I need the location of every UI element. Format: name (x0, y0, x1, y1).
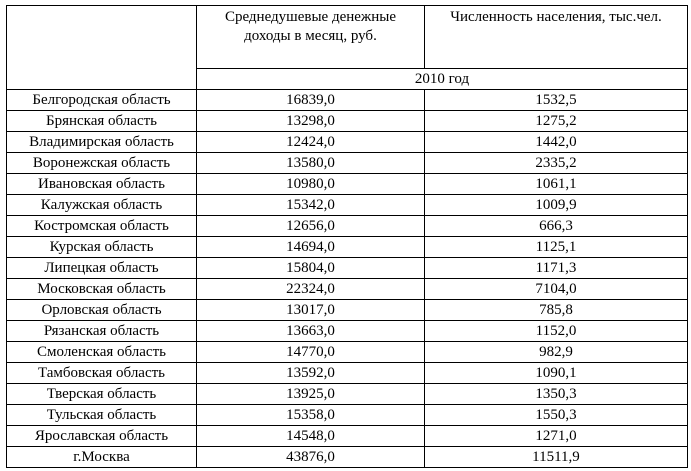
region-cell: г.Москва (7, 447, 197, 468)
region-cell: Курская область (7, 237, 197, 258)
population-cell: 1171,3 (425, 258, 688, 279)
population-cell: 785,8 (425, 300, 688, 321)
income-cell: 14694,0 (197, 237, 425, 258)
region-cell: Тульская область (7, 405, 197, 426)
income-cell: 13925,0 (197, 384, 425, 405)
table-header-row (7, 6, 688, 69)
table-row (7, 174, 688, 195)
population-cell: 1532,5 (425, 90, 688, 111)
region-cell: Костромская область (7, 216, 197, 237)
income-cell: 43876,0 (197, 447, 425, 468)
population-cell: 1442,0 (425, 132, 688, 153)
population-cell: 1125,1 (425, 237, 688, 258)
header-region-cell (7, 6, 197, 90)
region-cell: Тамбовская область (7, 363, 197, 384)
table-row (7, 426, 688, 447)
income-cell: 13663,0 (197, 321, 425, 342)
income-cell: 13580,0 (197, 153, 425, 174)
income-population-table (6, 5, 688, 468)
income-cell: 14548,0 (197, 426, 425, 447)
population-cell: 1009,9 (425, 195, 688, 216)
income-cell: 13017,0 (197, 300, 425, 321)
header-income-cell (197, 6, 425, 69)
income-cell: 16839,0 (197, 90, 425, 111)
region-cell: Владимирская область (7, 132, 197, 153)
region-cell: Московская область (7, 279, 197, 300)
population-cell: 1350,3 (425, 384, 688, 405)
table-row (7, 321, 688, 342)
income-cell: 13298,0 (197, 111, 425, 132)
table-row (7, 279, 688, 300)
population-cell: 2335,2 (425, 153, 688, 174)
region-cell: Калужская область (7, 195, 197, 216)
population-cell: 11511,9 (425, 447, 688, 468)
income-cell: 22324,0 (197, 279, 425, 300)
population-cell: 1271,0 (425, 426, 688, 447)
income-cell: 13592,0 (197, 363, 425, 384)
income-cell: 14770,0 (197, 342, 425, 363)
population-cell: 666,3 (425, 216, 688, 237)
population-cell: 1061,1 (425, 174, 688, 195)
population-cell: 1152,0 (425, 321, 688, 342)
region-cell: Ивановская область (7, 174, 197, 195)
income-cell: 15358,0 (197, 405, 425, 426)
table-row (7, 237, 688, 258)
table-row (7, 363, 688, 384)
header-population-label: Численность населения, тыс.чел. (450, 9, 662, 25)
population-cell: 7104,0 (425, 279, 688, 300)
region-cell: Орловская область (7, 300, 197, 321)
header-income-label: Среднедушевые денежные доходы в месяц, руб. (224, 9, 397, 44)
region-cell: Тверская область (7, 384, 197, 405)
year-label: 2010 год (197, 69, 688, 90)
region-cell: Рязанская область (7, 321, 197, 342)
region-cell: Воронежская область (7, 153, 197, 174)
population-cell: 1275,2 (425, 111, 688, 132)
population-cell: 982,9 (425, 342, 688, 363)
region-cell: Смоленская область (7, 342, 197, 363)
region-cell: Ярославская область (7, 426, 197, 447)
region-cell: Брянская область (7, 111, 197, 132)
table-row (7, 216, 688, 237)
table-row (7, 405, 688, 426)
table-row (7, 384, 688, 405)
header-population-cell (425, 6, 688, 69)
table-row (7, 258, 688, 279)
table-row (7, 132, 688, 153)
income-cell: 12656,0 (197, 216, 425, 237)
region-cell: Липецкая область (7, 258, 197, 279)
income-cell: 15804,0 (197, 258, 425, 279)
income-cell: 10980,0 (197, 174, 425, 195)
table-row (7, 111, 688, 132)
table-row (7, 447, 688, 468)
region-cell: Белгородская область (7, 90, 197, 111)
table-row (7, 300, 688, 321)
population-cell: 1090,1 (425, 363, 688, 384)
table-row (7, 153, 688, 174)
table-row (7, 90, 688, 111)
population-cell: 1550,3 (425, 405, 688, 426)
table-row (7, 342, 688, 363)
table-row (7, 195, 688, 216)
income-cell: 15342,0 (197, 195, 425, 216)
income-cell: 12424,0 (197, 132, 425, 153)
